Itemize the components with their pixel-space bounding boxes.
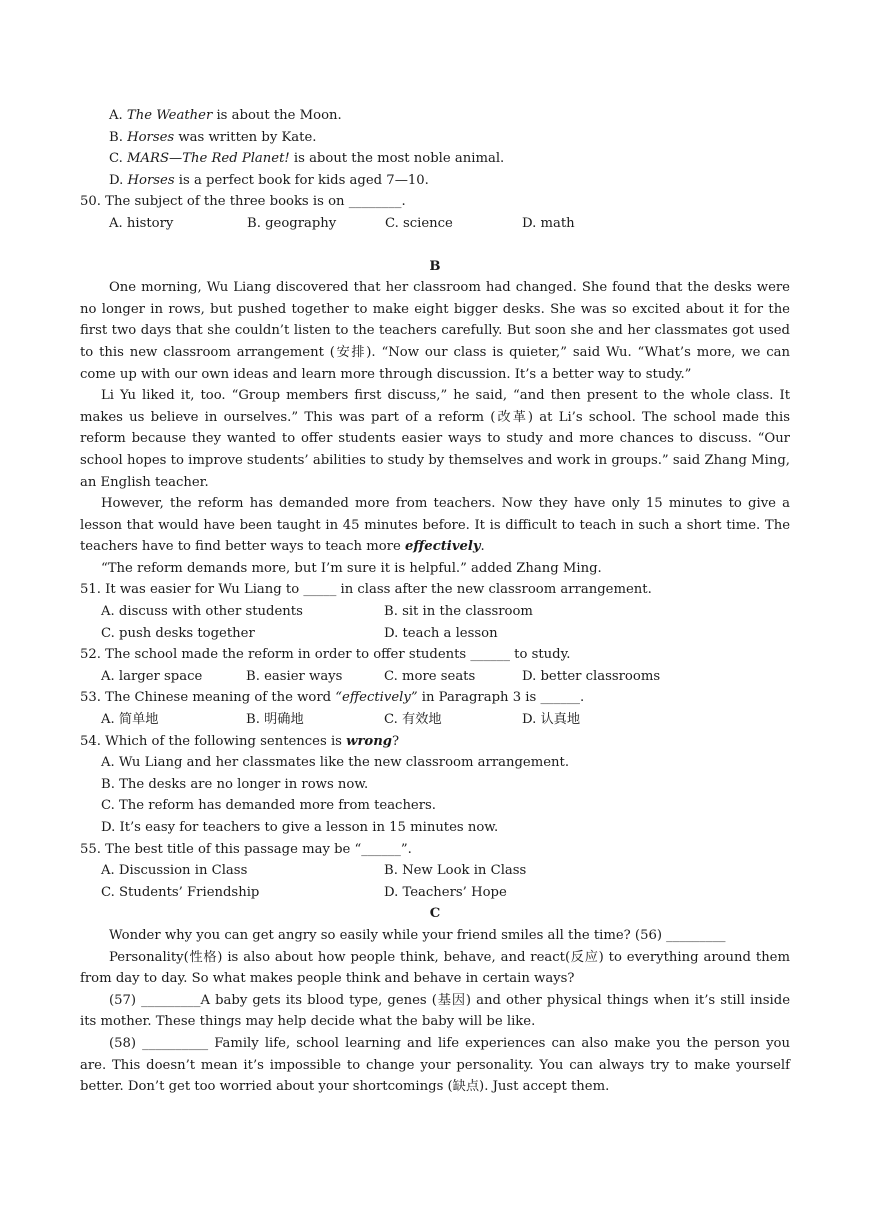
section-c-heading: C: [429, 906, 441, 922]
section-c-paragraph-1: Wonder why you can get angry so easily while your friend smiles all the time? (56) _________: [109, 927, 726, 943]
highlighted-word: effectively: [405, 539, 481, 555]
stem-text: 54. Which of the following sentences is: [80, 733, 347, 749]
q49-option-d: [80, 170, 790, 192]
q54-option-d: D. It’s easy for teachers to give a lesson in 15 minutes now.: [101, 820, 499, 835]
option-c: C. 有效地: [384, 712, 442, 728]
option-b: B. easier ways: [246, 668, 343, 684]
option-text: is about the Moon.: [212, 108, 342, 123]
q52-options: [80, 666, 790, 688]
q49-option-b: [80, 127, 790, 149]
option-letter: B.: [109, 129, 128, 145]
q55-options-row-2: [80, 882, 790, 904]
section-b-heading: B: [429, 258, 441, 274]
q53-stem: [80, 687, 790, 709]
option-a: A. discuss with other students: [101, 604, 303, 620]
q53-options: [80, 709, 790, 731]
option-c: C. push desks together: [101, 625, 255, 641]
option-d: D. math: [522, 215, 575, 231]
q51-stem: 51. It was easier for Wu Liang to _____ in class after the new classroom arrangement.: [80, 582, 652, 598]
option-c: C. more seats: [384, 668, 476, 684]
section-c-paragraph-2: Personality(性格) is also about how people think, behave, and react(反应) to everything around them from day to day. So what makes people think and behave in certain ways?: [80, 949, 790, 987]
book-title: The Weather: [126, 108, 213, 123]
option-text: is a perfect book for kids aged 7—10.: [174, 172, 429, 188]
option-b: B. geography: [247, 215, 337, 231]
option-d: D. Teachers’ Hope: [384, 884, 507, 900]
option-b: B. 明确地: [246, 712, 304, 728]
q51-options-row-1: [80, 601, 790, 623]
option-letter: C.: [109, 151, 128, 167]
section-b-paragraph-4: “The reform demands more, but I’m sure it is helpful.” added Zhang Ming.: [101, 560, 602, 576]
option-c: C. science: [385, 215, 453, 231]
page-content: [80, 105, 790, 1098]
book-title: MARS—The Red Planet!: [127, 151, 290, 167]
q54-option-c: C. The reform has demanded more from teachers.: [101, 798, 436, 814]
stem-text-end: in Paragraph 3 is ______.: [417, 690, 585, 706]
stem-text: 53. The Chinese meaning of the word: [80, 690, 336, 706]
q51-options-row-2: [80, 623, 790, 645]
option-a: A. Discussion in Class: [101, 863, 248, 879]
q55-options-row-1: [80, 860, 790, 882]
section-b-paragraph-1: One morning, Wu Liang discovered that her classroom had changed. She found that the desks were no longer in rows, but pushed together to make eight bigger desks. She was so excited about it for the first two days that she couldn’t listen to the teachers carefully. But soon she and her classmates got used to this new classroom arrangement (安排). “Now our class is quieter,” said Wu. “What’s more, we can come up with our own ideas and learn more through discussion. It’s a better way to study.”: [80, 280, 790, 382]
q55-stem: 55. The best title of this passage may be “______”.: [80, 841, 412, 857]
option-b: B. sit in the classroom: [384, 604, 533, 620]
option-a: A. 简单地: [101, 712, 159, 728]
paragraph-text: However, the reform has demanded more from teachers. Now they have only 15 minutes to give a lesson that would have been taught in 45 minutes before. It is difficult to teach in such a short time. The teachers have to find better ways to teach more: [80, 496, 790, 555]
section-b-paragraph-2: Li Yu liked it, too. “Group members first discuss,” he said, “and then present to the whole class. It makes us believe in ourselves.” This was part of a reform (改革) at Li’s school. The school made this reform because they wanted to offer students easier ways to study and more chances to discuss. “Our school hopes to improve students’ abilities to study by themselves and work in groups.” said Zhang Ming, an English teacher.: [80, 388, 790, 490]
option-a: A. larger space: [101, 668, 203, 684]
q49-option-c: [80, 148, 790, 170]
q49-option-a: [80, 105, 790, 127]
option-d: D. teach a lesson: [384, 625, 498, 641]
book-title: Horses: [127, 172, 175, 188]
q54-stem: [80, 731, 790, 753]
option-text: was written by Kate.: [174, 129, 317, 145]
q52-stem: 52. The school made the reform in order to offer students ______ to study.: [80, 647, 571, 663]
paragraph-text-end: .: [480, 539, 485, 555]
q50-options: [80, 213, 790, 235]
section-c-paragraph-4: (58) __________ Family life, school learning and life experiences can also make you the person you are. This doesn’t mean it’s impossible to change your personality. You can always try to make yourself better. Don’t get too worried about your shortcomings (缺点). Just accept them.: [80, 1035, 790, 1095]
emphasized-word: wrong: [346, 733, 393, 749]
option-d: D. 认真地: [522, 712, 581, 728]
book-title: Horses: [127, 129, 175, 145]
section-c-paragraph-3: (57) _________A baby gets its blood type, genes (基因) and other physical things when it’s still inside its mother. These things may help decide what the baby will be like.: [80, 992, 790, 1030]
q54-option-a: A. Wu Liang and her classmates like the new classroom arrangement.: [101, 755, 570, 771]
option-a: A. history: [109, 215, 174, 231]
stem-text-end: ?: [392, 733, 400, 749]
quoted-word: “effectively”: [335, 690, 418, 706]
option-letter: D.: [109, 172, 128, 188]
q54-option-b: B. The desks are no longer in rows now.: [101, 776, 369, 792]
option-letter: A.: [109, 108, 127, 123]
section-b-paragraph-3: [80, 493, 790, 558]
option-text: is about the most noble animal.: [289, 151, 505, 167]
option-d: D. better classrooms: [522, 668, 661, 684]
q50-stem: 50. The subject of the three books is on ________.: [80, 194, 406, 210]
option-b: B. New Look in Class: [384, 863, 527, 879]
option-c: C. Students’ Friendship: [101, 884, 260, 900]
